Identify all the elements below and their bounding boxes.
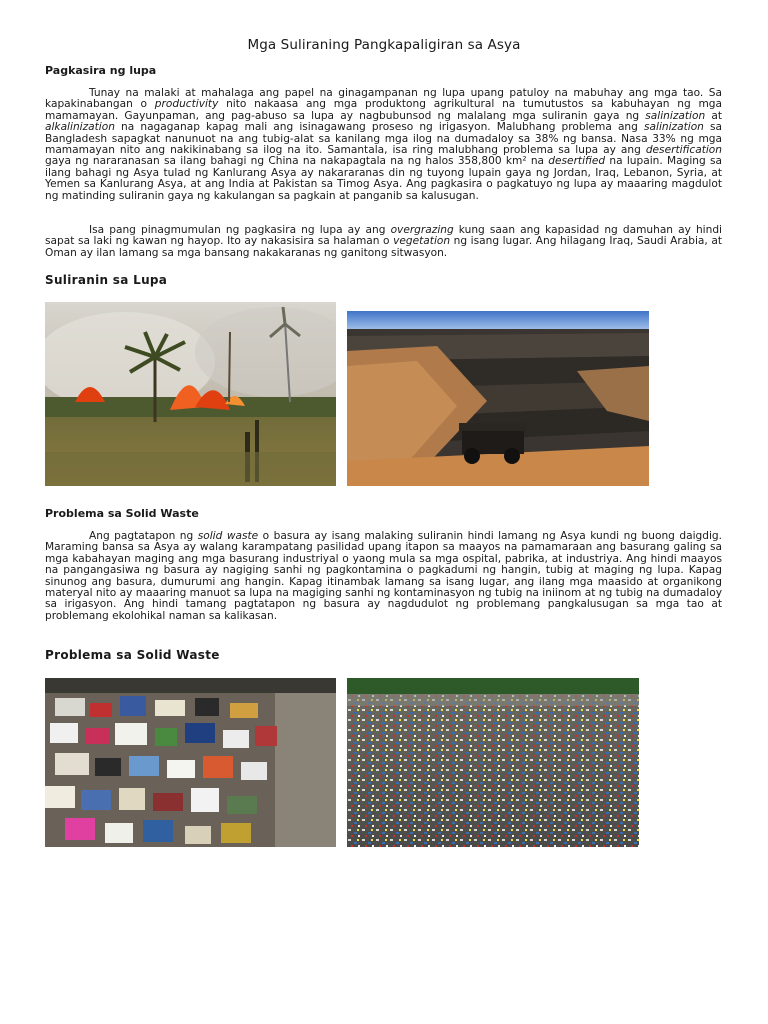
section-heading-land-degradation: Pagkasira ng lupa [45,64,157,77]
text-run: Tunay na malaki at mahalaga ang papel na ginagampanan ng lupa upang patuloy na mabuhay ang mga tao. Sa kapakinabangan o [45,87,722,111]
forest-fire-photo [45,302,336,486]
text-run: at [705,109,722,122]
open-pit-mine-photo [347,311,649,486]
gallery-heading-land: Suliranin sa Lupa [45,273,168,287]
paragraph-land-degradation [45,88,722,202]
italic-term: overgrazing [390,224,454,236]
text-run: Isa pang pinagmumulan ng pagkasira ng lupa ay ang [89,224,391,236]
text-run: kung saan ang kapasidad ng damuhan ay hindi sapat sa laki ng kawan ng hayop. Ito ay nakasisira sa halaman o [45,224,723,248]
text-run: na lupain. Maging sa ilang bahagi ng Asya tulad ng Kanlurang Asya ay nakararanas din ng tuyong lupain gaya ng Jordan, Iraq, Lebanon, Syria, at Yemen sa Kanlurang Asya, at ang India at Pakistan sa Timog Asya. Ang pagkasira o pagkatuyo ng lupa ay maaaring magdulot ng matinding suliranin gaya ng kakulangan sa pagkain at panganib sa kalusugan. [45,155,722,202]
text-run: nito nakaasa ang mga produktong agrikultural na tumutustos sa kabuhayan ng mga mamamayan. Gayunpaman, ang pag-abuso sa lupa ay nagbubunsod ng malalang mga suliranin gaya ng [45,98,722,122]
text-run: gaya ng nararanasan sa ilang bahagi ng China na nakapagtala na ng halos 358,800 km² na [45,155,549,168]
gallery-heading-solid-waste: Problema sa Solid Waste [45,648,220,662]
italic-term: productivity [154,98,219,111]
text-run: na nagaganap kapag mali ang isinagawang proseso ng irigasyon. Malubhang problema ang [114,121,644,134]
text-run: o basura ay isang malaking suliranin hindi lamang ng Asya kundi ng buong daigdig. Maraming bansa sa Asya ay walang karampatang pasilidad upang itapon sa maayos na pamamaraan ang basurang galing sa mga kabahayan maging ang mga basurang industriyal o yaong mula sa mga ospital, pabrika, at industriya. Ang hindi maayos na pangangasiwa ng basura ay nagiging sanhi ng pagkontamina o pagkadumi ng hangin, tubig at maging ng lupa. Kapag sinunog ang basura, dumurumi ang hangin. Kapag itinambak lamang sa isang lugar, ang ilang mga maasido at organikong materyal nito ay maaaring manuot sa lupa na magiging sanhi ng kontaminasyon ng tubig na iniinom at ng tubig na dumadaloy sa irigasyon. Ang hindi tamang pagtatapon ng basura ay nagdudulot ng problemang pangkalusugan sa mga tao at problemang ekolohikal naman sa kalikasan. [45,530,723,622]
garbage-pile-photo [45,678,336,847]
page-title: Mga Suliraning Pangkapaligiran sa Asya [247,37,521,53]
paragraph-solid-waste [45,531,722,622]
italic-term: salinization [645,109,706,122]
italic-term: salinization [643,121,704,134]
text-run: sa Bangladesh sapagkat nanunuot na ang tubig-alat sa kanilang mga ilog na dumadaloy sa 38% ng bansa. Nasa 33% ng mga mamamayan nito ang nakikinabang sa ilog na ito. Samantala, isa ring malubhang problema sa lupa ay ang [45,121,723,157]
text-run: ng isang lugar. Ang hilagang Iraq, Saudi Arabia, at Oman ay ilan lamang sa mga bansang nakakaranas ng ganitong sitwasyon. [45,235,722,259]
italic-term: desertified [548,155,606,168]
italic-term: vegetation [393,235,451,248]
text-run: Ang pagtatapon ng [89,530,198,542]
section-heading-solid-waste: Problema sa Solid Waste [45,507,199,520]
italic-term: alkalinization [45,121,115,134]
italic-term: desertification [645,144,722,157]
italic-term: solid waste [197,530,259,542]
paragraph-overgrazing [45,225,722,259]
landfill-photo [347,678,639,847]
